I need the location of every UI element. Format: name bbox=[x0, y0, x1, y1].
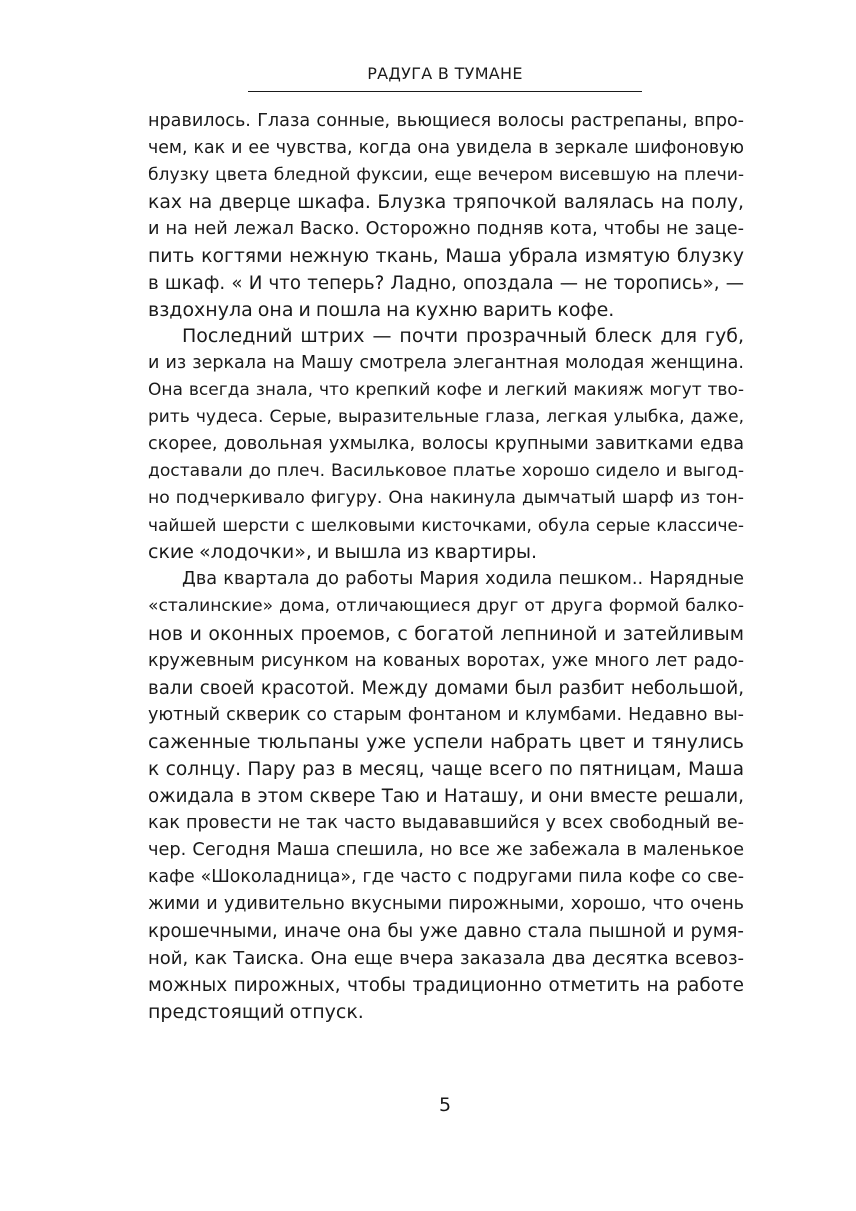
header-rule bbox=[248, 91, 642, 92]
text-line: чер. Сегодня Маша спешила, но все же забежала в маленькое bbox=[148, 839, 744, 860]
text-line: «сталинские» дома, отличающиеся друг от друга формой балко- bbox=[148, 596, 744, 617]
text-line: нравилось. Глаза сонные, вьющиеся волосы растрепаны, впро- bbox=[148, 111, 744, 131]
text-line: чем, как и ее чувства, когда она увидела в зеркале шифоновую bbox=[148, 138, 744, 159]
text-line: как провести не так часто выдававшийся у всех свободный ве- bbox=[148, 812, 744, 833]
paragraph-lip-gloss bbox=[148, 323, 744, 566]
text-line: ожидала в этом сквере Таю и Наташу, и они вместе решали, bbox=[148, 785, 744, 807]
page-number: 5 bbox=[438, 1094, 452, 1116]
text-line: скорее, довольная ухмылка, волосы крупными завитками едва bbox=[148, 434, 744, 455]
text-line: рить чудеса. Серые, выразительные глаза, легкая улыбка, даже, bbox=[148, 407, 744, 428]
text-line: крошечными, иначе она бы уже давно стала пышной и румя- bbox=[148, 921, 744, 943]
text-line: блузку цвета бледной фуксии, еще вечером висевшую на плечи- bbox=[148, 165, 744, 186]
text-line: пить когтями нежную ткань, Маша убрала измятую блузку bbox=[148, 246, 744, 268]
text-line: вздохнула она и пошла на кухню варить кофе. bbox=[148, 299, 615, 322]
text-line: уютный скверик со старым фонтаном и клумбами. Недавно вы- bbox=[148, 704, 744, 725]
text-line: чайшей шерсти с шелковыми кисточками, обула серые классиче- bbox=[148, 515, 744, 536]
text-line: вали своей красотой. Между домами был разбит небольшой, bbox=[148, 677, 744, 699]
text-line: ках на дверце шкафа. Блузка тряпочкой валялась на полу, bbox=[148, 192, 744, 214]
text-line: кружевным рисунком на кованых воротах, уже много лет радо- bbox=[148, 650, 744, 671]
text-line: Два квартала до работы Мария ходила пешком.. Нарядные bbox=[182, 569, 744, 590]
text-line: нов и оконных проемов, с богатой лепниной и затейливым bbox=[148, 622, 744, 645]
text-line: кафе «Шоколадница», где часто с подругами пила кофе со све- bbox=[148, 866, 744, 887]
text-line: и на ней лежал Васко. Осторожно подняв кота, чтобы не заце- bbox=[148, 219, 744, 240]
text-line: предстоящий отпуск. bbox=[148, 1001, 364, 1024]
text-line: Последний штрих — почти прозрачный блеск для губ, bbox=[182, 325, 744, 347]
text-line: Она всегда знала, что крепкий кофе и легкий макияж могут тво- bbox=[148, 380, 744, 401]
text-line: саженные тюльпаны уже успели набрать цвет и тянулись bbox=[148, 730, 744, 753]
paragraphs-main bbox=[148, 323, 744, 1026]
text-line: ские «лодочки», и вышла из квартиры. bbox=[148, 541, 538, 564]
text-line: жими и удивительно вкусными пирожными, хорошо, что очень bbox=[148, 893, 744, 914]
text-line: к солнцу. Пару раз в месяц, чаще всего по пятницам, Маша bbox=[148, 758, 744, 780]
text-line: доставали до плеч. Васильковое платье хорошо сидело и выгод- bbox=[148, 461, 744, 482]
text-line: в шкаф. « И что теперь? Ладно, опоздала — не торопись», — bbox=[148, 273, 744, 295]
paragraph-walk bbox=[148, 566, 744, 1026]
paragraph-continued bbox=[148, 108, 744, 324]
text-line: но подчеркивало фигуру. Она накинула дымчатый шарф из тон- bbox=[148, 488, 744, 509]
text-line: ной, как Таиска. Она еще вчера заказала два десятка всевоз- bbox=[148, 948, 744, 970]
text-line: можных пирожных, чтобы традиционно отметить на работе bbox=[148, 975, 744, 997]
running-title: РАДУГА В ТУМАНЕ bbox=[367, 64, 523, 83]
text-line: и из зеркала на Машу смотрела элегантная молодая женщина. bbox=[148, 353, 744, 374]
